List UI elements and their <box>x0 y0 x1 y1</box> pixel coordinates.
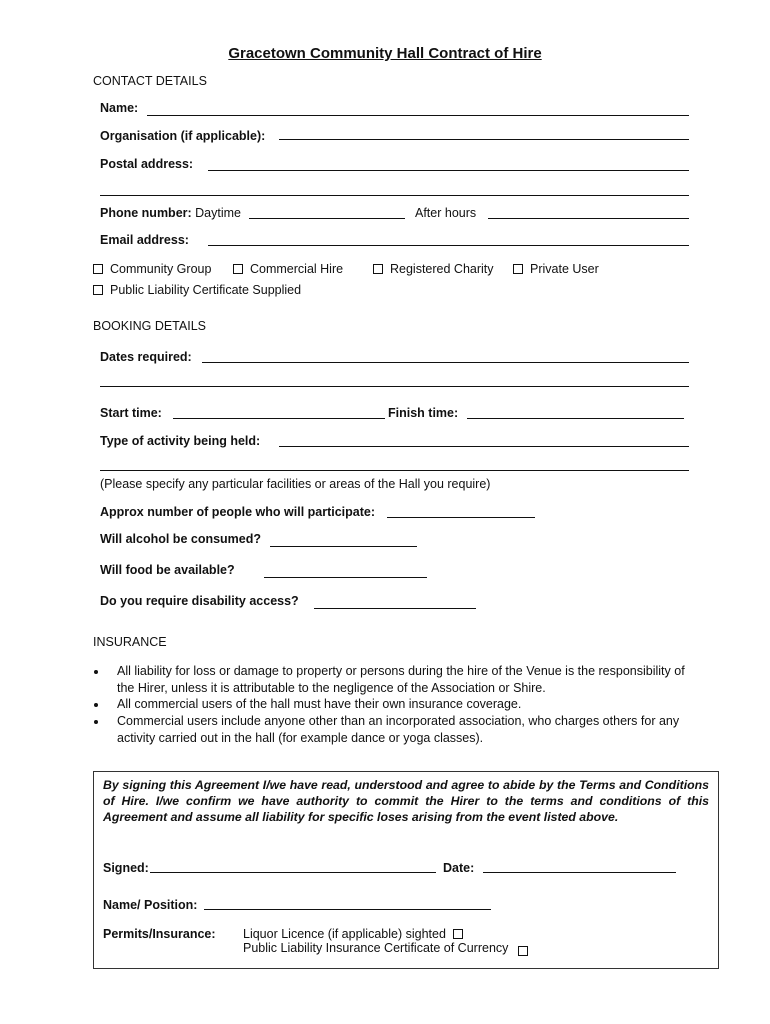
checkbox-icon[interactable] <box>233 264 243 274</box>
after-hours-label: After hours <box>415 206 477 220</box>
alcohol-field[interactable] <box>270 546 417 547</box>
daytime-phone-field[interactable] <box>249 218 405 219</box>
food-label: Will food be available? <box>100 563 235 577</box>
food-field[interactable] <box>264 577 427 578</box>
start-time-label: Start time: <box>100 406 162 420</box>
finish-time-label: Finish time: <box>388 406 459 420</box>
name-position-label: Name/ Position: <box>103 898 198 912</box>
daytime-label: Daytime <box>195 206 241 220</box>
facilities-note: (Please specify any particular facilities or areas of the Hall you require) <box>100 477 491 491</box>
dates-label: Dates required: <box>100 350 192 364</box>
email-field[interactable] <box>208 245 689 246</box>
insurance-bullet-2: All commercial users of the hall must have their own insurance coverage. <box>117 697 522 711</box>
after-hours-phone-field[interactable] <box>488 218 689 219</box>
postal-address-field-line-2[interactable] <box>100 195 689 196</box>
agreement-text: By signing this Agreement I/we have read, understood and agree to abide by the Terms and Conditions of Hire. I/we confirm we have authority to commit the Hirer to the terms and conditions of this Agreement and assume all liability for specific loses arising from the event listed above. <box>103 778 709 824</box>
date-field[interactable] <box>483 872 676 873</box>
start-time-field[interactable] <box>173 418 385 419</box>
dates-field[interactable] <box>202 362 689 363</box>
option-public-liability[interactable]: Public Liability Certificate Supplied <box>93 283 301 297</box>
alcohol-label: Will alcohol be consumed? <box>100 532 262 546</box>
checkbox-icon[interactable] <box>93 264 103 274</box>
option-commercial-hire[interactable]: Commercial Hire <box>233 262 343 276</box>
pl-certificate-item: Public Liability Insurance Certificate of Currency <box>243 941 535 955</box>
contact-heading: CONTACT DETAILS <box>93 74 207 88</box>
bullet-icon <box>94 670 98 674</box>
phone-row <box>100 206 241 220</box>
disability-field[interactable] <box>314 608 476 609</box>
postal-address-label: Postal address: <box>100 157 194 171</box>
checkbox-icon[interactable] <box>373 264 383 274</box>
checkbox-icon[interactable] <box>453 929 463 939</box>
activity-label: Type of activity being held: <box>100 434 261 448</box>
people-label: Approx number of people who will participate: <box>100 505 376 519</box>
bullet-icon <box>94 720 98 724</box>
finish-time-field[interactable] <box>467 418 684 419</box>
postal-address-field[interactable] <box>208 170 689 171</box>
name-field[interactable] <box>147 115 689 116</box>
checkbox-icon[interactable] <box>93 285 103 295</box>
insurance-bullet-3: Commercial users include anyone other than an incorporated association, who charges others for any activity carried out in the hall (for example dance or yoga classes). <box>117 714 680 745</box>
organisation-field[interactable] <box>279 139 689 140</box>
booking-heading: BOOKING DETAILS <box>93 319 206 333</box>
date-label: Date: <box>443 861 475 875</box>
liquor-licence-item: Liquor Licence (if applicable) sighted <box>243 927 470 941</box>
name-position-field[interactable] <box>204 909 491 910</box>
disability-label: Do you require disability access? <box>100 594 299 608</box>
insurance-bullet-1: All liability for loss or damage to property or persons during the hire of the Venue is the responsibility of the Hirer, unless it is attributable to the negligence of the Association or Shire. <box>117 664 685 695</box>
insurance-heading: INSURANCE <box>93 635 167 649</box>
signature-field[interactable] <box>150 872 436 873</box>
bullet-icon <box>94 703 98 707</box>
dates-field-line-2[interactable] <box>100 386 689 387</box>
page-title: Gracetown Community Hall Contract of Hire <box>228 45 542 62</box>
checkbox-icon[interactable] <box>518 946 528 956</box>
email-label: Email address: <box>100 233 189 247</box>
activity-field[interactable] <box>279 446 689 447</box>
name-label: Name: <box>100 101 139 115</box>
checkbox-icon[interactable] <box>513 264 523 274</box>
permits-label: Permits/Insurance: <box>103 927 216 941</box>
option-community-group[interactable]: Community Group <box>93 262 211 276</box>
phone-label: Phone number: <box>100 206 192 220</box>
option-registered-charity[interactable]: Registered Charity <box>373 262 494 276</box>
option-private-user[interactable]: Private User <box>513 262 599 276</box>
activity-field-line-2[interactable] <box>100 470 689 471</box>
organisation-label: Organisation (if applicable): <box>100 129 266 143</box>
people-field[interactable] <box>387 517 535 518</box>
signed-label: Signed: <box>103 861 149 875</box>
